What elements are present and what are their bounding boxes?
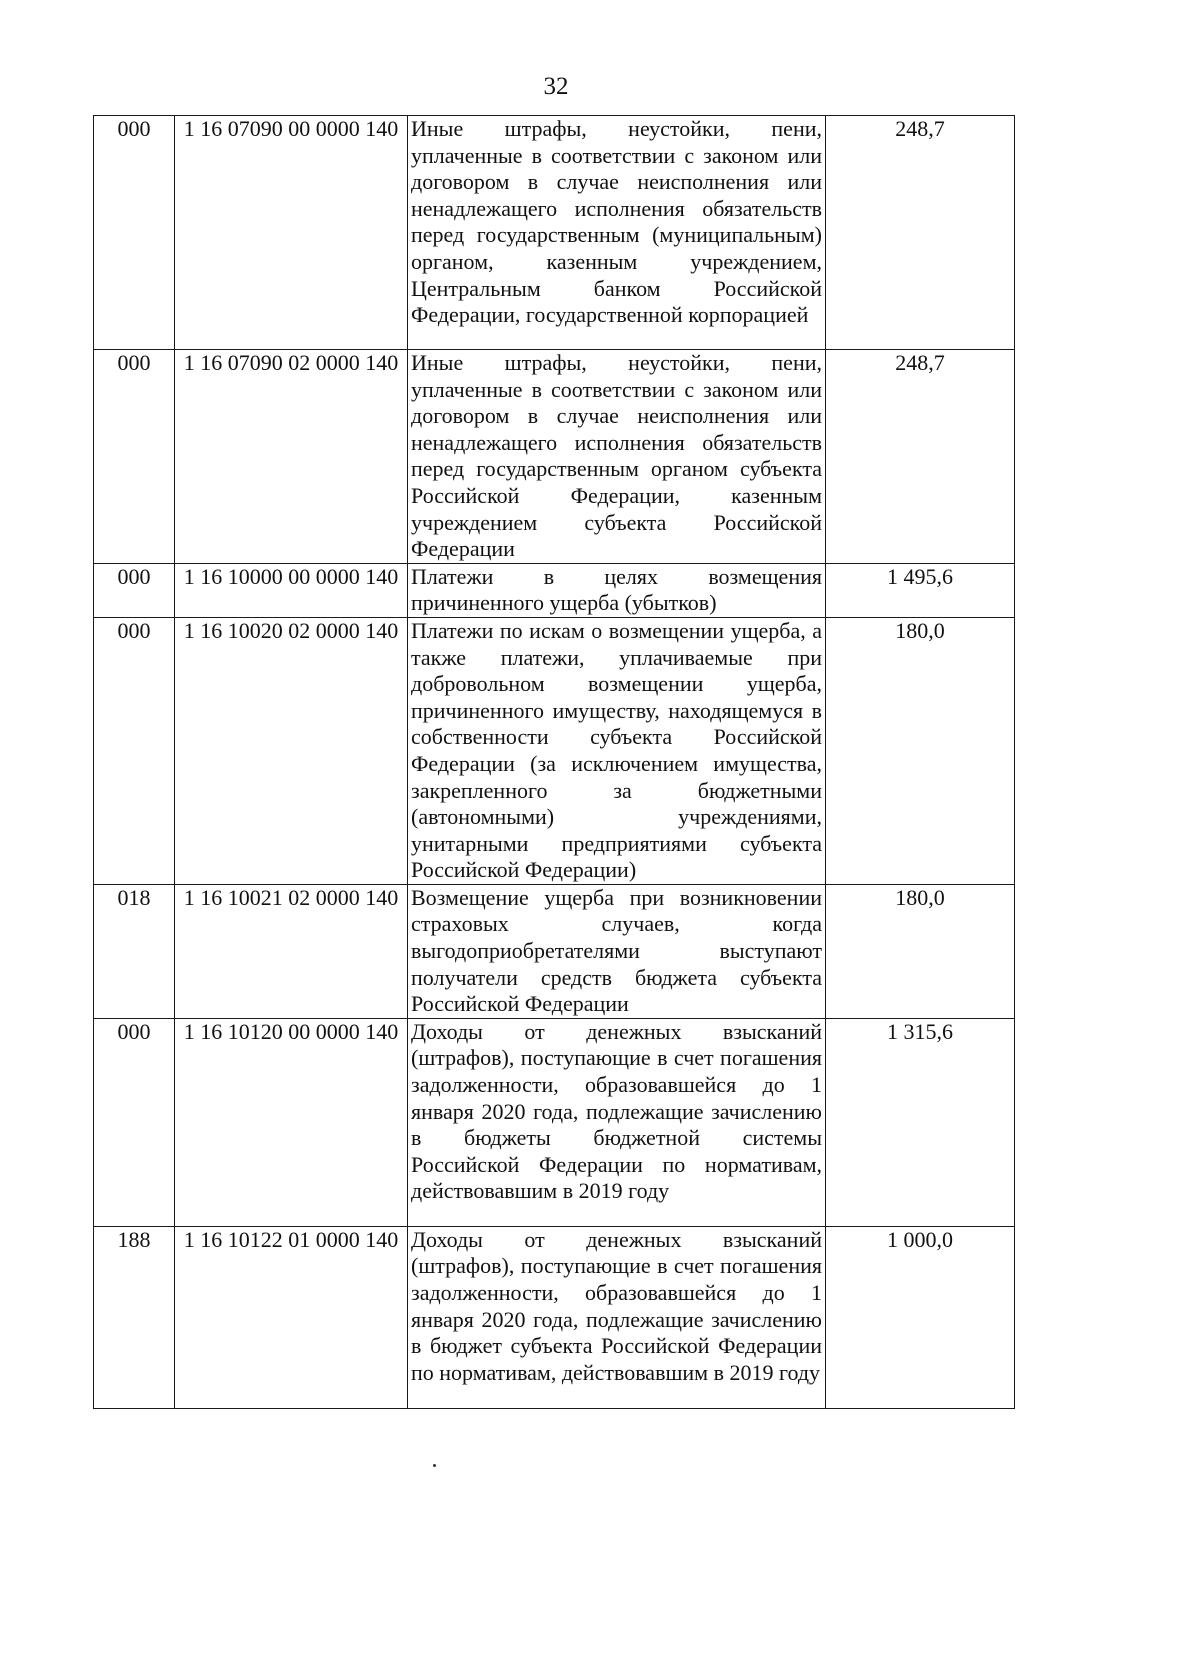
amount-cell: 248,7 — [826, 350, 1015, 564]
income-name-cell: Платежи по искам о возмещении ущерба, а также платежи, уплачиваемые при добровольном возмещении ущерба, причиненного имуществу, находящемуся в собственности субъекта Российской Федерации (за исключением имущества, закрепленного за бюджетными (автономными) учреждениями, унитарными предприятиями субъекта Российской Федерации) — [408, 617, 826, 884]
kbk-code-cell: 1 16 10000 00 0000 140 — [175, 563, 408, 617]
table-row — [94, 1018, 1015, 1226]
admin-code-cell: 000 — [94, 350, 175, 564]
admin-code-cell: 018 — [94, 884, 175, 1018]
amount-cell: 248,7 — [826, 116, 1015, 350]
income-name-cell: Возмещение ущерба при возникновении страховых случаев, когда выгодоприобретателями выступают получатели средств бюджета субъекта Российской Федерации — [408, 884, 826, 1018]
table-row — [94, 350, 1015, 564]
income-name-cell: Доходы от денежных взысканий (штрафов), поступающие в счет погашения задолженности, образовавшейся до 1 января 2020 года, подлежащие зачислению в бюджет субъекта Российской Федерации по нормативам, действовавшим в 2019 году — [408, 1226, 826, 1408]
kbk-code-cell: 1 16 10122 01 0000 140 — [175, 1226, 408, 1408]
kbk-code-cell: 1 16 10021 02 0000 140 — [175, 884, 408, 1018]
kbk-code-cell: 1 16 07090 00 0000 140 — [175, 116, 408, 350]
income-name-cell: Иные штрафы, неустойки, пени, уплаченные в соответствии с законом или договором в случае неисполнения или ненадлежащего исполнения обязательств перед государственным органом субъекта Российской Федерации, казенным учреждением субъекта Российской Федерации — [408, 350, 826, 564]
table-row — [94, 1226, 1015, 1408]
admin-code-cell: 000 — [94, 1018, 175, 1226]
table-row — [94, 617, 1015, 884]
kbk-code-cell: 1 16 10020 02 0000 140 — [175, 617, 408, 884]
amount-cell: 1 315,6 — [826, 1018, 1015, 1226]
admin-code-cell: 000 — [94, 116, 175, 350]
amount-cell: 1 495,6 — [826, 563, 1015, 617]
revenue-table — [93, 115, 1015, 1409]
amount-cell: 1 000,0 — [826, 1226, 1015, 1408]
table-row — [94, 116, 1015, 350]
admin-code-cell: 000 — [94, 563, 175, 617]
scan-speck — [433, 1464, 436, 1467]
income-name-cell: Платежи в целях возмещения причиненного ущерба (убытков) — [408, 563, 826, 617]
amount-cell: 180,0 — [826, 617, 1015, 884]
income-name-cell: Доходы от денежных взысканий (штрафов), поступающие в счет погашения задолженности, образовавшейся до 1 января 2020 года, подлежащие зачислению в бюджеты бюджетной системы Российской Федерации по нормативам, действовавшим в 2019 году — [408, 1018, 826, 1226]
kbk-code-cell: 1 16 10120 00 0000 140 — [175, 1018, 408, 1226]
table-row — [94, 884, 1015, 1018]
admin-code-cell: 000 — [94, 617, 175, 884]
page-number: 32 — [543, 73, 569, 100]
amount-cell: 180,0 — [826, 884, 1015, 1018]
income-name-cell: Иные штрафы, неустойки, пени, уплаченные в соответствии с законом или договором в случае неисполнения или ненадлежащего исполнения обязательств перед государственным (муниципальным) органом, казенным учреждением, Центральным банком Российской Федерации, государственной корпорацией — [408, 116, 826, 350]
admin-code-cell: 188 — [94, 1226, 175, 1408]
kbk-code-cell: 1 16 07090 02 0000 140 — [175, 350, 408, 564]
table-row — [94, 563, 1015, 617]
